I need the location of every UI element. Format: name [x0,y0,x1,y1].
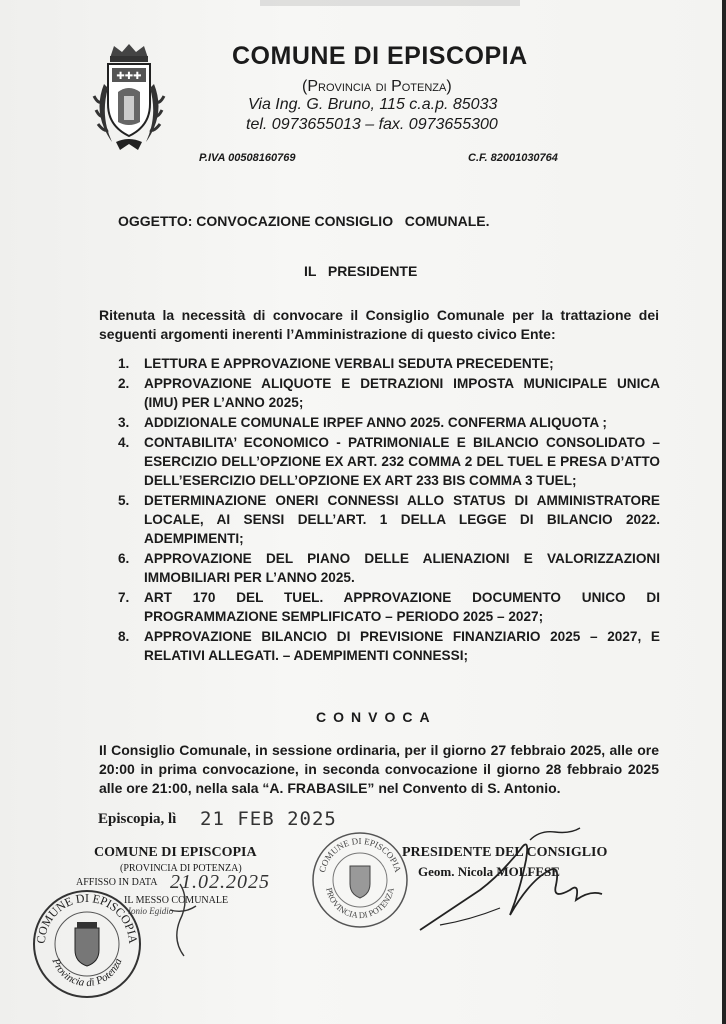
date-stamp: 21 FEB 2025 [200,808,337,830]
agenda-item-number: 1. [118,356,130,371]
agenda-item [118,627,660,665]
messo-name: Ionio Egidio [128,906,174,916]
svg-text:Provincia di Potenza: Provincia di Potenza [49,956,125,990]
agenda-item-number: 3. [118,415,130,430]
agenda-item-number: 5. [118,493,130,508]
agenda-list [118,354,660,666]
messo-label: IL MESSO COMUNALE [124,895,229,906]
agenda-item-number: 8. [118,629,130,644]
agenda-item-number: 6. [118,551,130,566]
agenda-item-text: CONTABILITA’ ECONOMICO - PATRIMONIALE E BILANCIO CONSOLIDATO – ESERCIZIO DELL’OPZIONE EX ART. 232 COMMA 2 DEL TUEL E PRESA D’ATTO DELL’ESERCIZIO DELL’OPZIONE EX ART 233 BIS COMMA 3 TUEL; [144,435,660,488]
agenda-item-number: 2. [118,376,130,391]
agenda-item-number: 4. [118,435,130,450]
presidente-heading: IL PRESIDENTE [304,263,418,279]
agenda-item [118,549,660,587]
affissione-stamp-province: (PROVINCIA DI POTENZA) [120,863,242,874]
vat-number: P.IVA 00508160769 [199,152,296,164]
agenda-item [118,413,660,432]
svg-text:PROVINCIA DI POTENZA: PROVINCIA DI POTENZA [324,886,396,921]
intro-paragraph: Ritenuta la necessità di convocare il Consiglio Comunale per la trattazione dei seguenti argomenti inerenti l’Amministrazione di questo civico Ente: [99,307,659,342]
svg-text:COMUNE DI EPISCOPIA: COMUNE DI EPISCOPIA [316,835,404,874]
agenda-item [118,491,660,548]
messo-signature [150,880,210,960]
affisso-date: 21.02.2025 [170,871,270,893]
affissione-stamp-title: COMUNE DI EPISCOPIA [94,845,257,860]
document-subject: OGGETTO: CONVOCAZIONE CONSIGLIO COMUNALE. [118,213,490,229]
municipality-title: COMUNE DI EPISCOPIA [232,42,528,70]
municipality-phone: tel. 0973655013 – fax. 0973655300 [246,116,498,133]
municipality-province: (Provincia di Potenza) [302,78,452,95]
agenda-item [118,354,660,373]
place-label: Episcopia, lì [98,811,177,827]
agenda-item-text: APPROVAZIONE ALIQUOTE E DETRAZIONI IMPOSTA MUNICIPALE UNICA (IMU) PER L’ANNO 2025; [144,376,660,410]
municipality-address: Via Ing. G. Bruno, 115 c.a.p. 85033 [248,96,498,113]
agenda-item-text: APPROVAZIONE BILANCIO DI PREVISIONE FINANZIARIO 2025 – 2027, E RELATIVI ALLEGATI. – ADEMPIMENTI CONNESSI; [144,629,660,663]
signatory-name: Geom. Nicola MOLFESE [418,864,560,879]
scan-edge [722,0,726,1024]
tax-code: C.F. 82001030764 [468,152,558,164]
handwritten-signature [380,820,620,940]
agenda-item-text: LETTURA E APPROVAZIONE VERBALI SEDUTA PRECEDENTE; [144,356,554,371]
svg-text:✚✚✚: ✚✚✚ [116,71,142,82]
svg-text:COMUNE DI EPISCOPIA: COMUNE DI EPISCOPIA [33,890,141,945]
agenda-item-text: APPROVAZIONE DEL PIANO DELLE ALIENAZIONI E VALORIZZAZIONI IMMOBILIARI PER L’ANNO 2025. [144,551,660,585]
agenda-item-number: 7. [118,590,130,605]
agenda-item-text: ART 170 DEL TUEL. APPROVAZIONE DOCUMENTO UNICO DI PROGRAMMAZIONE SEMPLIFICATO – PERIODO 2025 – 2027; [144,590,660,624]
convocation-paragraph: Il Consiglio Comunale, in sessione ordinaria, per il giorno 27 febbraio 2025, alle ore 20:00 in prima convocazione, in seconda convocazione il giorno 28 febbraio 2025 alle ore 21:00, nella sala “A. FRABASILE” nel Convento di S. Antonio. [99,742,659,796]
convoca-heading: CONVOCA [316,709,437,725]
agenda-item [118,433,660,490]
agenda-item-text: ADDIZIONALE COMUNALE IRPEF ANNO 2025. CONFERMA ALIQUOTA ; [144,415,607,430]
agenda-item [118,374,660,412]
signatory-title: PRESIDENTE DEL CONSIGLIO [402,845,608,860]
municipal-crest-logo [88,44,170,152]
left-municipal-seal [31,888,143,1000]
scan-smudge [260,0,520,6]
agenda-item [118,588,660,626]
affisso-label: AFFISSO IN DATA [76,877,158,888]
agenda-item-text: DETERMINAZIONE ONERI CONNESSI ALLO STATUS DI AMMINISTRATORE LOCALE, AI SENSI DELL’ART. 1 DELLA LEGGE DI BILANCIO 2022. ADEMPIMENTI; [144,493,660,546]
